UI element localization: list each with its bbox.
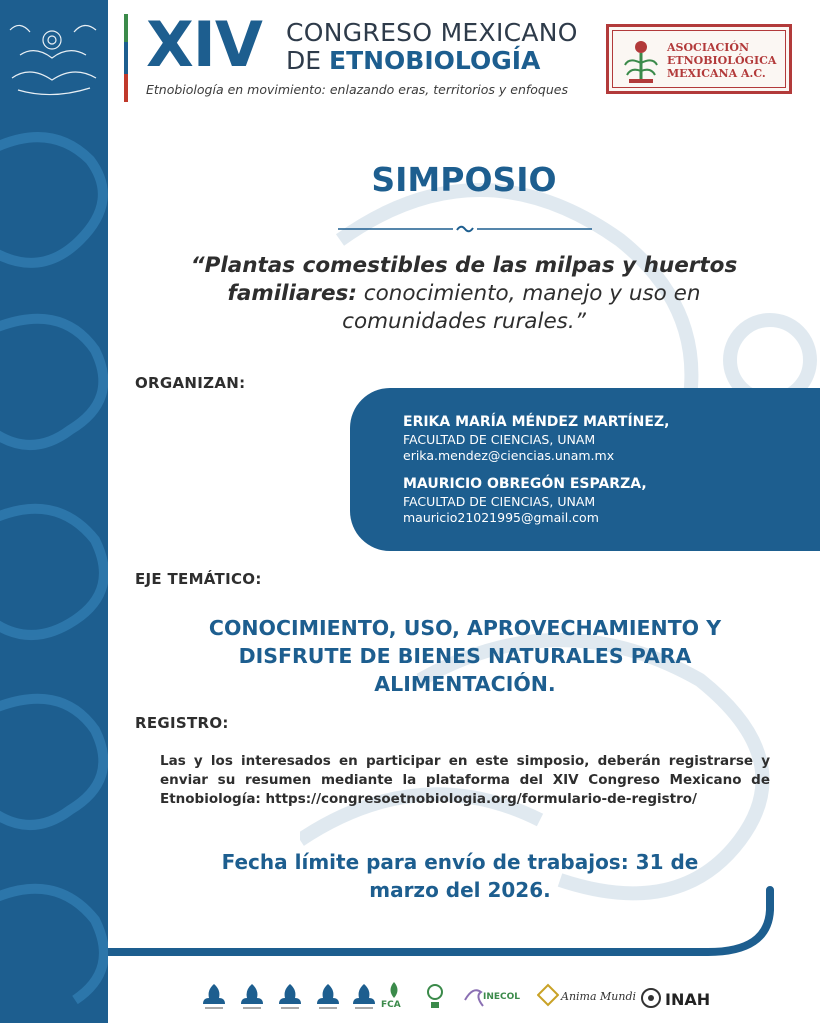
organizers-label: ORGANIZAN: <box>135 374 246 392</box>
sponsor-logos <box>195 980 735 1016</box>
deadline-text: Fecha límite para envío de trabajos: 31 de marzo del 2026. <box>221 850 699 902</box>
uv-logo-icon <box>275 980 305 1016</box>
association-logo <box>606 24 792 94</box>
inecol-logo-text: INECOL <box>483 992 521 1002</box>
heading-divider <box>338 222 592 236</box>
uv-logo-icon <box>313 980 343 1016</box>
symposium-heading: SIMPOSIO <box>371 160 557 199</box>
organizer-affiliation: FACULTAD DE CIENCIAS, UNAM <box>403 432 596 447</box>
association-name: ASOCIACIÓN ETNOBIOLÓGICA MEXICANA A.C. <box>667 41 777 80</box>
sidebar-emblem <box>10 25 96 94</box>
symposium-title <box>160 252 768 336</box>
congress-title-prefix: DE <box>286 46 322 75</box>
congress-title-line1: CONGRESO MEXICANO <box>286 18 578 47</box>
organizer-email[interactable]: mauricio21021995@gmail.com <box>403 510 599 525</box>
symposium-title-bold: “Plantas comestibles de las milpas y huertos familiares: <box>190 253 738 306</box>
organizers-panel <box>350 388 820 551</box>
organizer-affiliation: FACULTAD DE CIENCIAS, UNAM <box>403 494 596 509</box>
uv-logo-icon <box>237 980 267 1016</box>
anima-mundi-emblem-icon <box>537 980 559 1016</box>
inah-emblem-icon <box>639 980 663 1016</box>
theme-label: EJE TEMÁTICO: <box>135 570 262 588</box>
header-accent-bar <box>124 14 128 102</box>
bottom-curve-decoration <box>108 880 820 960</box>
symposium-title-rest: conocimiento, manejo y uso en comunidades rurales.” <box>342 281 701 334</box>
uv-logo-icon <box>349 980 379 1016</box>
fca-logo-text: FCA <box>381 1000 401 1010</box>
sidebar-pattern <box>0 0 108 1023</box>
organizer-email[interactable]: erika.mendez@ciencias.unam.mx <box>403 448 615 463</box>
theme-text: CONOCIMIENTO, USO, APROVECHAMIENTO Y DISFRUTE DE BIENES NATURALES PARA ALIMENTACIÓN. <box>208 616 722 696</box>
inah-logo-text: INAH <box>665 990 711 1009</box>
association-emblem-icon <box>619 35 663 85</box>
anima-mundi-logo-text: Anima Mundi <box>561 990 637 1003</box>
fca-leaf-icon <box>383 980 405 1016</box>
organizer-name: MAURICIO OBREGÓN ESPARZA, <box>403 476 647 492</box>
left-decorative-sidebar <box>0 0 108 1023</box>
congress-title-line2 <box>286 48 540 73</box>
hummingbird-icon <box>463 980 485 1016</box>
research-center-logo-icon <box>425 980 445 1016</box>
uv-logo-icon <box>199 980 229 1016</box>
congress-tagline: Etnobiología en movimiento: enlazando eras, territorios y enfoques <box>146 82 568 97</box>
registration-text: Las y los interesados en participar en este simposio, deberán registrarse y enviar su resumen mediante la plataforma del XIV Congreso Mexicano de Etnobiología: https://congresoetnobiologia.org/formulario-de-registro/ <box>160 753 770 807</box>
registration-label: REGISTRO: <box>135 714 229 732</box>
congress-roman-numeral: XIV <box>146 8 262 81</box>
organizer-name: ERIKA MARÍA MÉNDEZ MARTÍNEZ, <box>403 414 670 430</box>
congress-title-highlight: ETNOBIOLOGÍA <box>329 46 541 75</box>
